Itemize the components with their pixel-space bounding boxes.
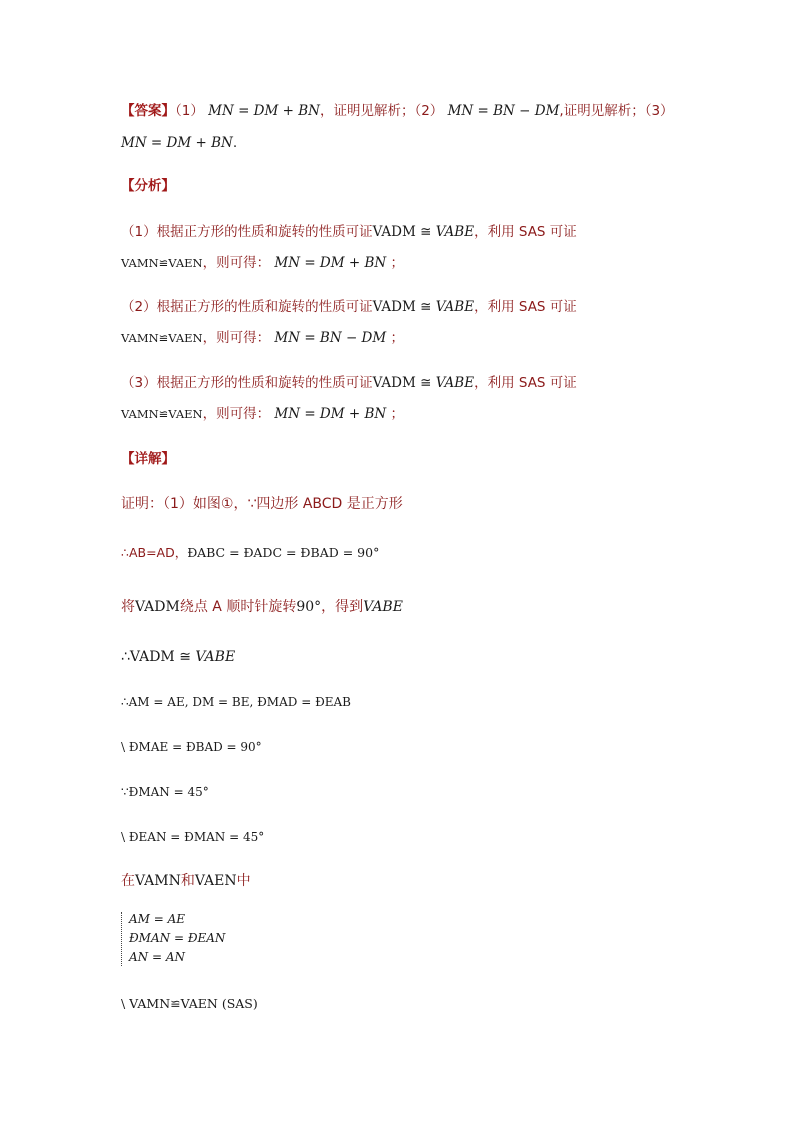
detail-rotate-result: VABE <box>363 599 403 615</box>
analysis-1-end: ； <box>390 255 404 271</box>
analysis-1-congruence-left: VADM ≅ <box>372 224 436 240</box>
analysis-heading <box>121 176 175 196</box>
detail-triangle-aen: VAEN <box>194 873 237 889</box>
detail-heading <box>121 449 175 469</box>
analysis-3-end: ； <box>390 406 404 422</box>
detail-rotate-angle: 90° <box>296 599 322 615</box>
answer-eq-1: MN = DM + BN <box>208 103 320 119</box>
detail-congruence-left: VADM ≅ <box>129 649 196 665</box>
detail-line-5: ∴AM = AE, DM = BE, ÐMAD = ÐEAB <box>121 695 351 709</box>
detail-therefore: ∴ <box>121 649 130 665</box>
analysis-tag: 【分析】 <box>121 178 175 194</box>
analysis-2-sas: ，利用 SAS 可证 <box>474 299 577 315</box>
detail-and: 和 <box>180 873 195 889</box>
analysis-2-congruence-right: VABE <box>435 299 475 315</box>
detail-rotate-get: ，得到 <box>321 599 364 615</box>
detail-tag: 【详解】 <box>121 451 175 467</box>
answer-eq-3: MN = DM + BN <box>121 135 233 151</box>
detail-line-8: \ ÐEAN = ÐMAN = 45° <box>121 830 265 844</box>
detail-proof-intro: 证明：（1）如图①，∵四边形 ABCD 是正方形 <box>121 496 403 512</box>
analysis-1-text: （1）根据正方形的性质和旋转的性质可证 <box>121 224 373 240</box>
analysis-2-triangles: VAMN≌VAEN <box>121 331 203 345</box>
answer-end: . <box>232 135 238 151</box>
analysis-1-sas: ，利用 SAS 可证 <box>474 224 577 240</box>
analysis-3-sas: ，利用 SAS 可证 <box>474 375 577 391</box>
analysis-item-3-line-b <box>121 404 404 424</box>
answer-tag: 【答案】 <box>121 103 175 119</box>
answer-text-1: ，证明见解析；（2） <box>319 103 444 119</box>
analysis-item-1-line-a <box>121 222 577 242</box>
system-row-2: ÐMAN = ÐEAN <box>129 931 226 945</box>
answer-text-2: ,证明见解析；（3） <box>559 103 674 119</box>
analysis-2-end: ； <box>390 330 404 346</box>
detail-line-4 <box>121 647 235 667</box>
detail-triangle-amn: VAMN <box>135 873 181 889</box>
analysis-item-2-line-a <box>121 297 577 317</box>
system-row-3: AN = AN <box>129 950 186 964</box>
detail-congruence-right: VABE <box>195 649 236 665</box>
analysis-1-then: ，则可得： <box>202 255 271 271</box>
analysis-1-triangles: VAMN≌VAEN <box>121 256 203 270</box>
answer-line-1 <box>121 101 674 121</box>
system-row-1: AM = AE <box>129 912 186 926</box>
analysis-2-text: （2）根据正方形的性质和旋转的性质可证 <box>121 299 373 315</box>
analysis-item-3-line-a <box>121 373 577 393</box>
detail-line-3 <box>121 597 403 617</box>
detail-line-1 <box>121 494 403 514</box>
analysis-2-result: MN = BN − DM <box>274 330 387 346</box>
detail-line-9 <box>121 871 251 891</box>
detail-line-2 <box>121 543 379 563</box>
answer-line-2 <box>121 133 237 153</box>
detail-rotate-triangle: VADM <box>135 599 180 615</box>
analysis-3-then: ，则可得： <box>202 406 271 422</box>
detail-line-7: ∵ÐMAN = 45° <box>121 785 209 799</box>
detail-right-angles: ÐABC = ÐADC = ÐBAD = 90° <box>187 545 380 560</box>
detail-in-prefix: 在 <box>121 873 135 889</box>
detail-rotate-prefix: 将 <box>121 599 135 615</box>
analysis-1-result: MN = DM + BN <box>274 255 387 271</box>
analysis-3-result: MN = DM + BN <box>274 406 387 422</box>
analysis-3-congruence-right: VABE <box>435 375 475 391</box>
detail-rotate-text: 绕点 A 顺时针旋转 <box>179 599 297 615</box>
answer-eq-2: MN = BN − DM <box>447 103 560 119</box>
analysis-2-congruence-left: VADM ≅ <box>372 299 436 315</box>
analysis-3-congruence-left: VADM ≅ <box>372 375 436 391</box>
detail-ab-ad: ∴AB=AD， <box>121 545 188 560</box>
analysis-3-text: （3）根据正方形的性质和旋转的性质可证 <box>121 375 373 391</box>
equation-system <box>121 912 261 968</box>
answer-part-1-label: （1） <box>175 103 204 119</box>
analysis-item-2-line-b <box>121 328 404 348</box>
analysis-3-triangles: VAMN≌VAEN <box>121 407 203 421</box>
detail-line-6: \ ÐMAE = ÐBAD = 90° <box>121 740 262 754</box>
analysis-item-1-line-b <box>121 253 404 273</box>
analysis-2-then: ，则可得： <box>202 330 271 346</box>
analysis-1-congruence-right: VABE <box>435 224 475 240</box>
detail-in-suffix: 中 <box>236 873 251 889</box>
detail-conclusion: \ VAMN≌VAEN (SAS) <box>121 996 258 1011</box>
system-brace <box>121 912 126 966</box>
